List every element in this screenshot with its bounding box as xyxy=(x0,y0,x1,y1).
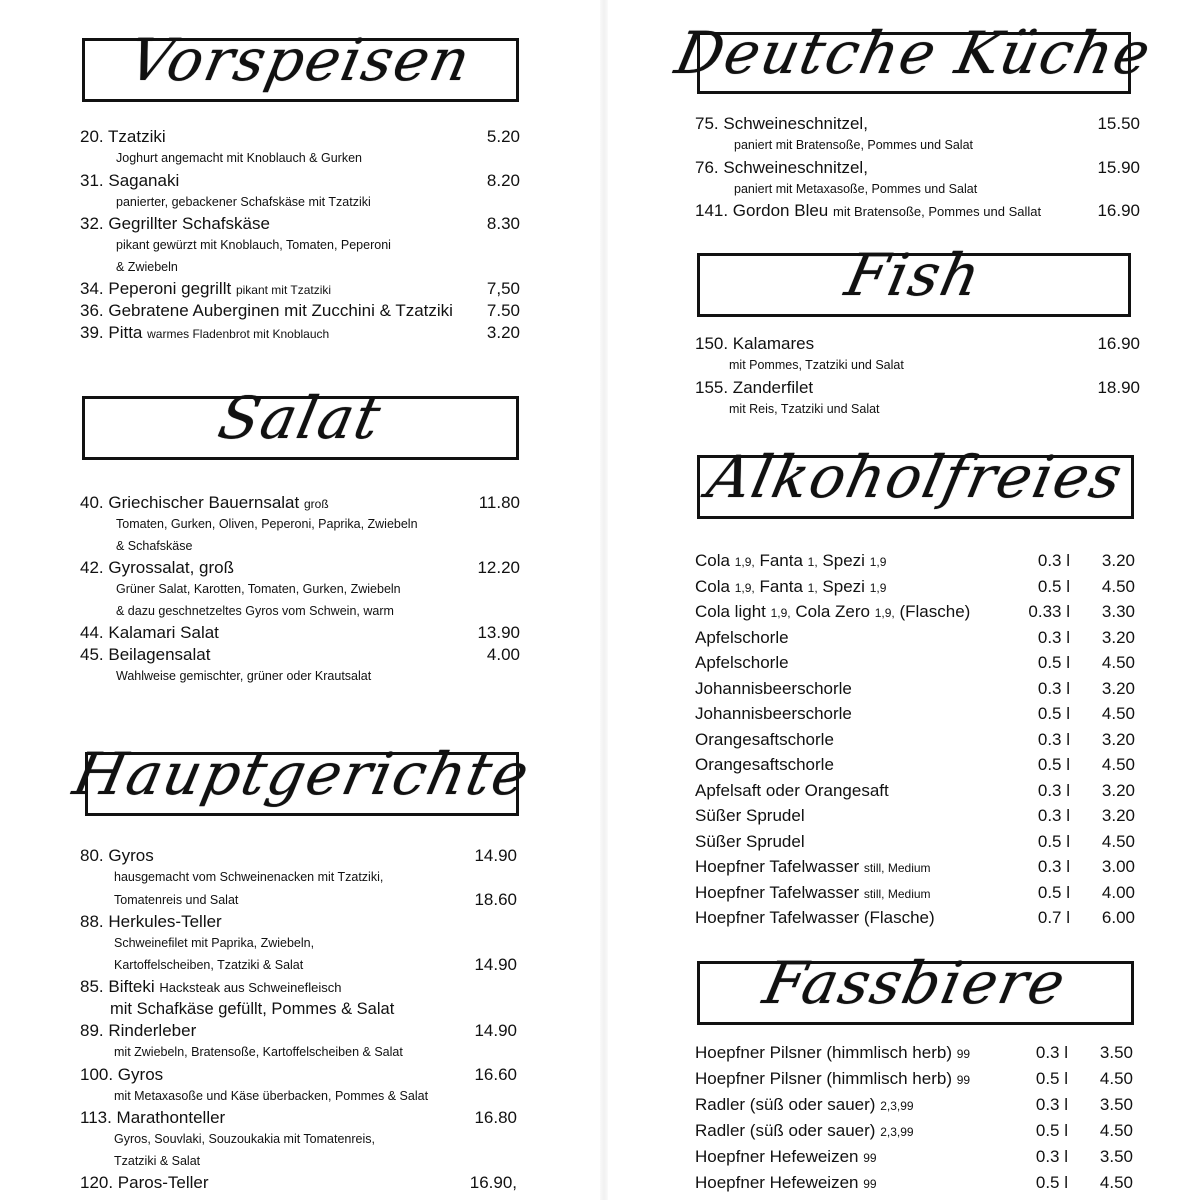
item-title: 85. Bifteki xyxy=(80,977,155,996)
drink-note: 1,9 xyxy=(869,580,887,595)
drink-name: Süßer Sprudel xyxy=(695,831,805,851)
drink-name: Hoepfner Tafelwasser (Flasche) xyxy=(695,908,935,927)
drink-volume: 0.5 l xyxy=(1037,653,1070,672)
drink-note: 99 xyxy=(863,1151,877,1165)
drink-name: Apfelschorle xyxy=(695,627,789,647)
item-note: groß xyxy=(303,497,329,511)
item-price: 18.90 xyxy=(1097,377,1140,397)
menu-item xyxy=(80,322,520,344)
drink-volume: 0.5 l xyxy=(1037,704,1070,723)
drink-title: Hoepfner Tafelwasser xyxy=(695,857,860,876)
item-price: 7,50 xyxy=(486,279,520,298)
drink-price: 3.00 xyxy=(1101,857,1135,876)
drink-row xyxy=(695,701,1140,727)
item-note: Hacksteak aus Schweinefleisch xyxy=(159,980,342,995)
item-price: 13.90 xyxy=(477,623,520,642)
drink-name: Orangesaftschorle xyxy=(695,729,834,749)
drink-title: Cola xyxy=(695,551,730,570)
item-description: mit Schafkäse gefüllt, Pommes & Salat xyxy=(110,1000,395,1018)
drink-note: 99 xyxy=(863,1177,877,1191)
menu-item xyxy=(80,845,517,867)
item-description: Gyros, Souvlaki, Souzoukakia mit Tomatenreis, xyxy=(114,1132,375,1146)
drink-volume: 0.5 l xyxy=(1037,831,1070,851)
menu-item xyxy=(80,1172,517,1194)
menu-item xyxy=(695,377,1140,399)
item-title: 40. Griechischer Bauernsalat xyxy=(80,493,300,512)
item-description: Tomaten, Gurken, Oliven, Peperoni, Paprika, Zwiebeln xyxy=(116,517,418,531)
item-name xyxy=(80,492,329,515)
menu-item xyxy=(80,278,520,300)
drink-name: Johannisbeerschorle xyxy=(695,678,852,698)
drink-name xyxy=(695,1092,914,1119)
list-salat xyxy=(80,492,520,688)
item-price: 12.20 xyxy=(477,558,520,577)
item-name: 113. Marathonteller xyxy=(80,1108,226,1127)
drink-title: Hoepfner Hefeweizen xyxy=(695,1147,859,1166)
drink-price: 4.50 xyxy=(1099,1121,1133,1140)
drink-title: Hoepfner Tafelwasser xyxy=(695,882,860,902)
drink-row xyxy=(695,803,1140,829)
menu-item xyxy=(80,213,520,235)
item-price: 5.20 xyxy=(486,127,520,146)
item-description: Grüner Salat, Karotten, Tomaten, Gurken, Zwiebeln xyxy=(116,582,401,596)
drink-title: Hoepfner Hefeweizen xyxy=(695,1173,859,1192)
drink-price: 3.20 xyxy=(1101,627,1135,647)
drink-row xyxy=(695,1118,1138,1144)
section-header-salat xyxy=(82,384,519,460)
drink-name xyxy=(695,854,931,882)
drink-volume: 0.3 l xyxy=(1037,678,1070,698)
item-price: 18.60 xyxy=(474,889,517,909)
drink-volume: 0.3 l xyxy=(1037,729,1070,749)
drink-title: Radler (süß oder sauer) xyxy=(695,1095,876,1114)
drink-title: Spezi xyxy=(822,551,865,570)
drink-title: (Flasche) xyxy=(899,602,971,621)
item-name xyxy=(80,322,329,345)
drink-row xyxy=(695,1092,1138,1118)
drink-name xyxy=(695,548,886,576)
drink-row xyxy=(695,1066,1138,1092)
section-header-hauptgerichte xyxy=(67,740,537,816)
drink-price: 3.20 xyxy=(1101,806,1135,825)
drink-note: 2,3,99 xyxy=(880,1125,914,1139)
drink-price: 3.50 xyxy=(1099,1147,1133,1166)
item-description: Schweinefilet mit Paprika, Zwiebeln, xyxy=(114,935,315,950)
item-name: 155. Zanderfilet xyxy=(695,377,814,397)
section-header-deutsche-kueche xyxy=(669,19,1159,94)
drink-volume: 0.5 l xyxy=(1035,1173,1068,1192)
item-price: 16.90, xyxy=(469,1173,517,1192)
item-price: 16.60 xyxy=(474,1064,517,1084)
drink-name xyxy=(695,1066,970,1093)
drink-row xyxy=(695,829,1140,855)
drink-name xyxy=(695,574,886,602)
drink-price: 4.50 xyxy=(1101,576,1135,596)
item-price: 14.90 xyxy=(474,1021,517,1040)
item-description: mit Zwiebeln, Bratensoße, Kartoffelscheiben & Salat xyxy=(114,1045,403,1059)
item-price: 16.90 xyxy=(1097,201,1140,220)
drink-name xyxy=(695,1170,877,1197)
drink-volume: 0.3 l xyxy=(1037,857,1070,876)
menu-item xyxy=(80,644,520,666)
drink-row xyxy=(695,778,1140,804)
drink-volume: 0.3 l xyxy=(1035,1043,1068,1062)
item-name: 31. Saganaki xyxy=(80,170,180,190)
section-title: Fish xyxy=(839,241,989,309)
drink-price: 3.50 xyxy=(1099,1043,1133,1062)
item-name: 150. Kalamares xyxy=(695,334,815,353)
drink-note: 1,9, xyxy=(734,580,755,595)
item-price: 16.80 xyxy=(474,1108,517,1127)
drink-volume: 0.5 l xyxy=(1037,576,1070,596)
item-name: 80. Gyros xyxy=(80,846,154,865)
item-description: mit Reis, Tzatziki und Salat xyxy=(729,401,880,416)
drink-price: 4.50 xyxy=(1101,755,1135,774)
item-description: paniert mit Metaxasoße, Pommes und Salat xyxy=(734,181,978,196)
item-description: Kartoffelscheiben, Tzatziki & Salat xyxy=(114,958,304,972)
item-name: 45. Beilagensalat xyxy=(80,645,211,664)
drink-row xyxy=(695,676,1140,702)
item-description: mit Metaxasoße und Käse überbacken, Pommes & Salat xyxy=(114,1088,429,1103)
menu-item xyxy=(80,622,520,644)
list-deutsche-kueche xyxy=(695,113,1140,222)
drink-note: 1, xyxy=(807,555,818,569)
item-description: Joghurt angemacht mit Knoblauch & Gurken xyxy=(116,151,362,165)
item-price: 11.80 xyxy=(478,493,520,512)
menu-item xyxy=(695,157,1140,179)
item-description: paniert mit Bratensoße, Pommes und Salat xyxy=(734,138,974,152)
menu-item xyxy=(80,557,520,579)
drink-volume: 0.3 l xyxy=(1035,1147,1068,1166)
item-name: 44. Kalamari Salat xyxy=(80,623,219,642)
drink-title: Cola light xyxy=(695,602,766,621)
drink-price: 3.20 xyxy=(1101,780,1135,800)
menu-item xyxy=(80,1020,517,1042)
item-price: 7.50 xyxy=(486,301,520,320)
drink-note: 1,9, xyxy=(770,606,791,620)
section-title: Vorspeisen xyxy=(123,26,478,94)
menu-item xyxy=(80,492,520,514)
item-description: & dazu geschnetzeltes Gyros vom Schwein, warm xyxy=(116,603,394,618)
item-name: 76. Schweineschnitzel, xyxy=(695,157,868,177)
menu-item xyxy=(80,170,520,192)
drink-row xyxy=(695,548,1140,574)
drink-note: 99 xyxy=(956,1073,971,1087)
drink-price: 4.00 xyxy=(1101,882,1135,902)
item-price: 14.90 xyxy=(474,955,517,974)
drink-note: still, Medium xyxy=(863,861,931,875)
drink-title: Hoepfner Pilsner (himmlisch herb) xyxy=(695,1069,952,1088)
item-price: 3.20 xyxy=(486,323,520,342)
list-fisch xyxy=(695,333,1140,420)
section-title: Salat xyxy=(212,384,389,452)
menu-item xyxy=(80,954,517,976)
drink-volume: 0.3 l xyxy=(1037,627,1070,647)
drink-row xyxy=(695,625,1140,651)
item-price: 4.00 xyxy=(486,645,520,664)
item-name: 32. Gegrillter Schafskäse xyxy=(80,214,270,233)
drink-title: Spezi xyxy=(822,576,865,596)
menu-item xyxy=(695,333,1140,355)
drink-row xyxy=(695,752,1140,778)
drink-note: 2,3,99 xyxy=(880,1099,914,1113)
item-description: hausgemacht vom Schweinenacken mit Tzatziki, xyxy=(114,870,384,884)
drink-volume: 0.33 l xyxy=(1028,602,1070,621)
item-name: 120. Paros-Teller xyxy=(80,1173,209,1192)
drink-name: Orangesaftschorle xyxy=(695,755,834,774)
drink-note: 99 xyxy=(956,1047,971,1061)
drink-volume: 0.3 l xyxy=(1037,806,1070,825)
menu-item xyxy=(80,1064,517,1086)
section-title: Fassbiere xyxy=(758,949,1073,1017)
item-description: mit Pommes, Tzatziki und Salat xyxy=(729,358,904,372)
drink-name: Apfelsaft oder Orangesaft xyxy=(695,780,889,800)
item-price: 15.50 xyxy=(1097,114,1140,133)
item-title: 34. Peperoni gegrillt xyxy=(80,279,232,298)
menu-item xyxy=(80,911,517,933)
item-name: 88. Herkules-Teller xyxy=(80,911,222,931)
item-title: 141. Gordon Bleu xyxy=(695,201,829,220)
menu-item xyxy=(80,126,520,148)
item-name xyxy=(80,278,331,301)
menu-item xyxy=(80,1107,517,1129)
drink-title: Cola Zero xyxy=(795,602,870,621)
list-alkoholfreies xyxy=(695,548,1140,931)
drink-price: 4.50 xyxy=(1101,831,1135,851)
item-name xyxy=(695,200,1041,223)
item-title: 39. Pitta xyxy=(80,323,143,342)
drink-note: 1,9, xyxy=(874,606,895,620)
drink-price: 3.20 xyxy=(1101,678,1135,698)
item-description: Wahlweise gemischter, grüner oder Krautsalat xyxy=(116,669,372,683)
item-price: 8.20 xyxy=(486,170,520,190)
menu-item xyxy=(80,889,517,911)
item-name: 36. Gebratene Auberginen mit Zucchini & Tzatziki xyxy=(80,301,453,320)
item-note: warmes Fladenbrot mit Knoblauch xyxy=(147,327,330,341)
item-note: pikant mit Tzatziki xyxy=(235,283,332,297)
drink-price: 6.00 xyxy=(1101,908,1135,927)
item-name: 89. Rinderleber xyxy=(80,1021,197,1040)
drink-name xyxy=(695,1118,914,1145)
drink-row xyxy=(695,1170,1138,1196)
drink-volume: 0.5 l xyxy=(1037,882,1070,902)
item-description: Tzatziki & Salat xyxy=(114,1153,201,1168)
drink-name xyxy=(695,880,931,908)
drink-price: 3.30 xyxy=(1101,602,1135,621)
drink-volume: 0.5 l xyxy=(1035,1069,1068,1088)
drink-volume: 0.3 l xyxy=(1035,1095,1068,1114)
item-name: 100. Gyros xyxy=(80,1064,164,1084)
menu-item xyxy=(695,113,1140,135)
item-price: 16.90 xyxy=(1097,334,1140,353)
item-description: panierter, gebackener Schafskäse mit Tzatziki xyxy=(116,194,371,209)
section-header-fassbiere xyxy=(697,949,1134,1025)
drink-price: 3.20 xyxy=(1101,551,1135,570)
drink-row xyxy=(695,599,1140,625)
drink-name xyxy=(695,1144,877,1171)
drink-title: Fanta xyxy=(759,576,803,596)
item-price: 14.90 xyxy=(474,846,517,865)
drink-price: 3.50 xyxy=(1099,1095,1133,1114)
drink-name xyxy=(695,1040,970,1067)
drink-price: 4.50 xyxy=(1101,704,1135,723)
item-name: 75. Schweineschnitzel, xyxy=(695,114,868,133)
item-description: & Zwiebeln xyxy=(116,259,178,274)
drink-title: Hoepfner Pilsner (himmlisch herb) xyxy=(695,1043,952,1062)
section-title: Alkoholfreies xyxy=(701,443,1130,511)
item-name: 42. Gyrossalat, groß xyxy=(80,558,235,577)
section-header-vorspeisen xyxy=(82,26,519,102)
drink-name xyxy=(695,599,970,627)
drink-row xyxy=(695,905,1140,931)
drink-price: 3.20 xyxy=(1101,729,1135,749)
list-vorspeisen xyxy=(80,126,520,344)
drink-volume: 0.7 l xyxy=(1037,908,1070,927)
drink-note: 1,9, xyxy=(734,555,755,569)
section-header-fisch xyxy=(697,241,1131,317)
page-fold xyxy=(600,0,608,1200)
drink-volume: 0.5 l xyxy=(1035,1121,1068,1140)
drink-note: 1,9 xyxy=(869,555,887,569)
drink-row xyxy=(695,880,1140,906)
drink-name: Apfelschorle xyxy=(695,653,789,672)
drink-title: Fanta xyxy=(759,551,803,570)
item-description: & Schafskäse xyxy=(116,538,193,553)
drink-volume: 0.5 l xyxy=(1037,755,1070,774)
list-fassbiere xyxy=(695,1040,1138,1196)
menu-item xyxy=(80,976,517,998)
drink-volume: 0.3 l xyxy=(1037,551,1070,570)
list-hauptgerichte xyxy=(80,845,517,1194)
drink-note: 1, xyxy=(807,580,818,595)
section-header-alkoholfreies xyxy=(697,443,1134,519)
item-note: mit Bratensoße, Pommes und Sallat xyxy=(833,204,1042,219)
menu-item xyxy=(80,300,520,322)
item-name: 20. Tzatziki xyxy=(80,127,166,146)
item-description: Tomatenreis und Salat xyxy=(114,892,239,907)
drink-volume: 0.3 l xyxy=(1037,780,1070,800)
drink-name: Süßer Sprudel xyxy=(695,806,805,825)
drink-row xyxy=(695,854,1140,880)
drink-note: still, Medium xyxy=(863,886,931,901)
drink-price: 4.50 xyxy=(1099,1173,1133,1192)
drink-title: Cola xyxy=(695,576,730,596)
item-name xyxy=(80,976,341,999)
item-price: 8.30 xyxy=(486,214,520,233)
drink-name: Johannisbeerschorle xyxy=(695,704,852,723)
drink-row xyxy=(695,727,1140,753)
drink-price: 4.50 xyxy=(1101,653,1135,672)
drink-row xyxy=(695,1144,1138,1170)
drink-row xyxy=(695,1040,1138,1066)
menu-item xyxy=(695,200,1140,222)
item-price: 15.90 xyxy=(1097,157,1140,177)
drink-row xyxy=(695,574,1140,600)
item-description: pikant gewürzt mit Knoblauch, Tomaten, Peperoni xyxy=(116,238,391,252)
section-title: Deutche Küche xyxy=(669,19,1159,87)
drink-title: Radler (süß oder sauer) xyxy=(695,1121,876,1140)
drink-row xyxy=(695,650,1140,676)
drink-price: 4.50 xyxy=(1099,1069,1133,1088)
section-title: Hauptgerichte xyxy=(67,740,537,808)
